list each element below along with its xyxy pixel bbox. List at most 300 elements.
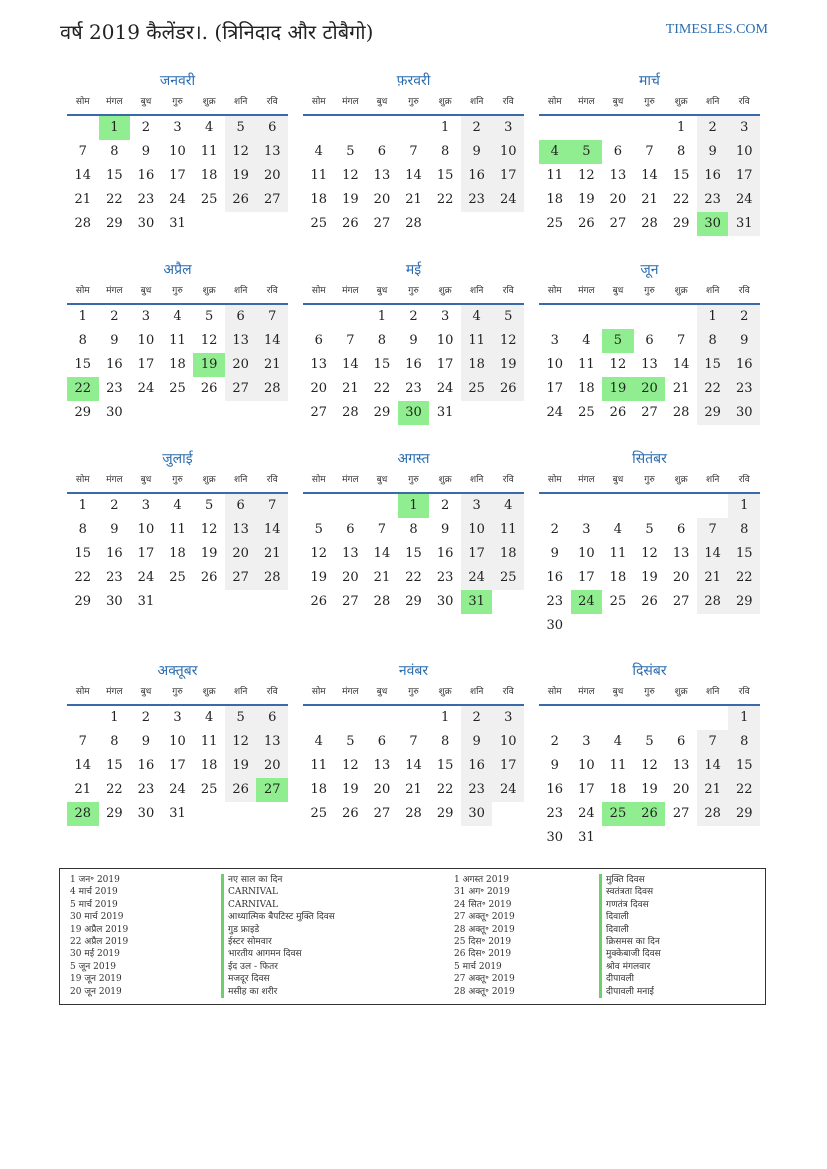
week-row xyxy=(303,494,524,518)
day-cell: 19 xyxy=(193,353,225,377)
day-cell: 22 xyxy=(728,566,760,590)
day-cell: 17 xyxy=(492,754,524,778)
week-row xyxy=(303,730,524,754)
day-cell: 14 xyxy=(697,754,729,778)
day-cell: 27 xyxy=(342,594,359,609)
day-cell: 7 xyxy=(697,730,729,754)
empty-cell xyxy=(67,116,99,140)
day-cell: 19 xyxy=(492,353,524,377)
weekday-label: शनि xyxy=(469,475,484,485)
week-row xyxy=(67,353,288,377)
day-cell: 3 xyxy=(141,309,151,324)
day-cell: 30 xyxy=(728,401,760,425)
month-calendar xyxy=(303,660,524,826)
month-calendar xyxy=(539,70,760,236)
day-cell: 17 xyxy=(169,168,186,183)
empty-cell xyxy=(193,590,225,614)
empty-cell xyxy=(634,614,666,638)
empty-cell xyxy=(256,802,288,826)
day-cell: 28 xyxy=(641,216,658,231)
day-cell: 24 xyxy=(137,381,155,396)
day-cell: 29 xyxy=(106,806,123,821)
day-cell: 21 xyxy=(641,192,658,207)
empty-cell xyxy=(335,494,367,518)
week-row xyxy=(539,188,760,212)
holiday-name: दीपावली मनाई xyxy=(599,986,661,998)
day-cell: 4 xyxy=(314,144,323,159)
day-cell: 18 xyxy=(310,192,328,207)
weekday-label: शुक्र xyxy=(202,475,216,485)
day-cell: 20 xyxy=(672,570,690,585)
day-cell: 21 xyxy=(405,192,422,207)
day-cell: 3 xyxy=(492,706,524,730)
day-cell: 13 xyxy=(225,329,257,353)
day-cell: 3 xyxy=(728,116,760,140)
day-cell: 25 xyxy=(200,782,218,797)
holiday-name: मसीह का शरीर xyxy=(221,986,335,998)
week-row xyxy=(303,401,524,425)
holiday-date: 5 मार्च 2019 xyxy=(70,899,118,910)
day-cell: 21 xyxy=(697,566,729,590)
empty-cell xyxy=(634,116,666,140)
empty-cell xyxy=(634,826,666,850)
day-cell: 30 xyxy=(436,594,454,609)
day-cell: 17 xyxy=(137,546,155,561)
day-cell: 3 xyxy=(173,710,182,725)
month-name: जून xyxy=(640,262,659,278)
day-cell: 24 xyxy=(137,570,155,585)
weekday-header xyxy=(67,470,288,494)
day-cell: 15 xyxy=(74,357,92,372)
day-cell: 27 xyxy=(256,188,288,212)
week-row xyxy=(303,542,524,566)
weekday-label: शुक्र xyxy=(438,286,452,296)
weekday-label: शुक्र xyxy=(674,475,688,485)
legend-left-dates xyxy=(70,874,128,998)
day-cell: 29 xyxy=(728,802,760,826)
day-cell: 18 xyxy=(310,782,328,797)
day-cell: 14 xyxy=(256,518,288,542)
day-cell: 11 xyxy=(169,333,186,348)
day-cell: 5 xyxy=(225,706,257,730)
week-row xyxy=(539,518,760,542)
holiday-legend xyxy=(59,868,766,1005)
day-cell: 20 xyxy=(373,782,391,797)
weekday-label: सोम xyxy=(75,687,90,697)
week-row xyxy=(303,164,524,188)
day-cell: 7 xyxy=(377,522,387,537)
day-cell: 21 xyxy=(405,782,422,797)
day-cell: 19 xyxy=(578,192,595,207)
day-cell: 5 xyxy=(225,116,257,140)
day-cell: 31 xyxy=(137,594,155,609)
holiday-name: नए साल का दिन xyxy=(221,874,335,886)
day-cell: 15 xyxy=(436,168,454,183)
weekday-label: रवि xyxy=(738,475,750,485)
day-cell: 3 xyxy=(440,309,450,324)
day-cell: 9 xyxy=(110,333,119,348)
day-cell: 3 xyxy=(582,734,591,749)
week-row xyxy=(539,590,760,614)
day-cell: 30 xyxy=(106,405,123,420)
week-row xyxy=(303,518,524,542)
empty-cell xyxy=(193,802,225,826)
day-cell: 31 xyxy=(728,212,760,236)
month-name: फ़रवरी xyxy=(396,73,431,89)
day-cell: 19 xyxy=(225,164,257,188)
day-cell: 27 xyxy=(225,566,257,590)
day-cell: 8 xyxy=(697,329,729,353)
day-cell: 14 xyxy=(405,168,422,183)
day-cell: 23 xyxy=(546,594,564,609)
day-cell: 3 xyxy=(582,522,591,537)
day-cell: 16 xyxy=(697,164,729,188)
weekday-label: मंगल xyxy=(106,286,123,296)
week-row xyxy=(67,329,288,353)
weekday-label: गुरु xyxy=(172,475,183,485)
empty-cell xyxy=(697,706,729,730)
day-cell: 20 xyxy=(373,192,391,207)
day-cell: 2 xyxy=(110,309,119,324)
month-calendar xyxy=(67,660,288,826)
day-cell: 19 xyxy=(225,754,257,778)
weekday-header xyxy=(67,682,288,706)
day-cell: 29 xyxy=(672,216,690,231)
weekday-label: सोम xyxy=(311,97,326,107)
month-name: अप्रैल xyxy=(163,262,192,278)
day-cell: 17 xyxy=(492,164,524,188)
day-cell: 1 xyxy=(398,494,430,518)
day-cell: 18 xyxy=(609,570,627,585)
empty-cell xyxy=(366,494,398,518)
day-cell: 1 xyxy=(728,494,760,518)
day-cell: 14 xyxy=(256,329,288,353)
site-name[interactable]: TIMESLES.COM xyxy=(665,22,768,37)
weekday-label: सोम xyxy=(75,286,90,296)
day-cell: 4 xyxy=(582,333,591,348)
day-cell: 8 xyxy=(377,333,387,348)
day-cell: 11 xyxy=(578,357,595,372)
day-cell: 13 xyxy=(373,168,391,183)
day-cell: 12 xyxy=(641,546,658,561)
week-row xyxy=(67,377,288,401)
month-name: मई xyxy=(405,262,422,278)
weekday-label: शनि xyxy=(233,286,248,296)
holiday-name: क्रिसमस का दिन xyxy=(599,936,661,948)
holiday-date: 30 मार्च 2019 xyxy=(70,912,124,923)
day-cell: 19 xyxy=(641,782,658,797)
empty-cell xyxy=(571,706,603,730)
day-cell: 11 xyxy=(492,518,524,542)
day-cell: 25 xyxy=(578,405,595,420)
day-cell: 21 xyxy=(256,542,288,566)
holiday-date: 30 मई 2019 xyxy=(70,949,120,960)
day-cell: 26 xyxy=(641,594,658,609)
holiday-date: 28 अक्तू॰ 2019 xyxy=(454,986,515,997)
weekday-label: शुक्र xyxy=(438,97,452,107)
week-row xyxy=(539,614,760,638)
month-name: जुलाई xyxy=(162,451,193,467)
weekday-header xyxy=(67,281,288,305)
empty-cell xyxy=(335,116,367,140)
day-cell: 4 xyxy=(461,305,493,329)
day-cell: 2 xyxy=(697,116,729,140)
day-cell: 12 xyxy=(225,730,257,754)
day-cell: 17 xyxy=(546,381,564,396)
day-cell: 27 xyxy=(609,216,627,231)
empty-cell xyxy=(602,614,634,638)
day-cell: 7 xyxy=(697,518,729,542)
day-cell: 25 xyxy=(492,566,524,590)
day-cell: 20 xyxy=(225,353,257,377)
weekday-label: मंगल xyxy=(106,97,123,107)
day-cell: 1 xyxy=(676,120,686,135)
day-cell: 7 xyxy=(409,144,418,159)
day-cell: 27 xyxy=(225,377,257,401)
empty-cell xyxy=(225,590,257,614)
week-row xyxy=(539,353,760,377)
day-cell: 20 xyxy=(672,782,690,797)
empty-cell xyxy=(571,116,603,140)
day-cell: 14 xyxy=(672,357,690,372)
weekday-label: बुध xyxy=(140,286,152,296)
day-cell: 26 xyxy=(225,188,257,212)
holiday-date: 4 मार्च 2019 xyxy=(70,887,118,898)
weekday-label: शुक्र xyxy=(674,286,688,296)
day-cell: 14 xyxy=(697,542,729,566)
weekday-label: सोम xyxy=(311,687,326,697)
day-cell: 27 xyxy=(310,405,328,420)
week-row xyxy=(539,212,760,236)
weekday-label: गुरु xyxy=(408,687,419,697)
weekday-label: गुरु xyxy=(644,475,655,485)
week-row xyxy=(303,305,524,329)
day-cell: 22 xyxy=(74,570,92,585)
empty-cell xyxy=(492,212,524,236)
empty-cell xyxy=(602,826,634,850)
day-cell: 17 xyxy=(728,164,760,188)
day-cell: 10 xyxy=(578,758,595,773)
weekday-label: शनि xyxy=(233,687,248,697)
day-cell: 2 xyxy=(550,734,559,749)
holiday-name: भारतीय आगमन दिवस xyxy=(221,948,335,960)
day-cell: 28 xyxy=(74,216,92,231)
day-cell: 16 xyxy=(137,758,155,773)
day-cell: 4 xyxy=(539,140,571,164)
week-row xyxy=(67,401,288,425)
weekday-label: शनि xyxy=(705,475,720,485)
day-cell: 13 xyxy=(609,168,627,183)
day-cell: 7 xyxy=(676,333,686,348)
empty-cell xyxy=(193,212,225,236)
day-cell: 12 xyxy=(310,546,328,561)
day-cell: 6 xyxy=(377,734,387,749)
weekday-label: शनि xyxy=(705,687,720,697)
day-cell: 29 xyxy=(373,405,391,420)
day-cell: 12 xyxy=(641,758,658,773)
day-cell: 7 xyxy=(409,734,418,749)
day-cell: 1 xyxy=(697,305,729,329)
day-cell: 19 xyxy=(342,782,359,797)
day-cell: 18 xyxy=(169,546,186,561)
empty-cell xyxy=(728,826,760,850)
week-row xyxy=(539,542,760,566)
day-cell: 31 xyxy=(436,405,454,420)
day-cell: 6 xyxy=(256,116,288,140)
week-row xyxy=(303,566,524,590)
weekday-label: बुध xyxy=(612,97,624,107)
day-cell: 9 xyxy=(110,522,119,537)
empty-cell xyxy=(665,614,697,638)
day-cell: 22 xyxy=(106,782,123,797)
day-cell: 14 xyxy=(641,168,658,183)
day-cell: 25 xyxy=(546,216,564,231)
weekday-label: सोम xyxy=(547,687,562,697)
weekday-label: शुक्र xyxy=(674,97,688,107)
day-cell: 20 xyxy=(256,164,288,188)
empty-cell xyxy=(634,305,666,329)
empty-cell xyxy=(492,802,524,826)
weekday-label: रवि xyxy=(738,97,750,107)
day-cell: 2 xyxy=(409,309,418,324)
day-cell: 29 xyxy=(697,401,729,425)
empty-cell xyxy=(665,305,697,329)
day-cell: 24 xyxy=(169,782,186,797)
holiday-date: 26 दिस॰ 2019 xyxy=(454,949,512,960)
empty-cell xyxy=(225,802,257,826)
day-cell: 13 xyxy=(225,518,257,542)
weekday-label: शनि xyxy=(705,97,720,107)
empty-cell xyxy=(335,706,367,730)
day-cell: 23 xyxy=(728,377,760,401)
empty-cell xyxy=(366,706,398,730)
holiday-date: 24 सित॰ 2019 xyxy=(454,899,512,910)
day-cell: 30 xyxy=(398,401,430,425)
holiday-date: 1 अगस्त 2019 xyxy=(454,875,509,885)
day-cell: 10 xyxy=(728,140,760,164)
day-cell: 22 xyxy=(436,192,454,207)
holiday-name: CARNIVAL xyxy=(221,899,335,911)
day-cell: 15 xyxy=(74,546,92,561)
day-cell: 16 xyxy=(106,357,123,372)
holiday-name: ईद उल - फितर xyxy=(221,961,335,973)
weekday-label: रवि xyxy=(266,475,278,485)
weekday-label: शनि xyxy=(705,286,720,296)
day-cell: 5 xyxy=(204,498,214,513)
weekday-label: सोम xyxy=(75,475,90,485)
day-cell: 17 xyxy=(461,542,493,566)
empty-cell xyxy=(665,826,697,850)
day-cell: 26 xyxy=(342,216,359,231)
day-cell: 19 xyxy=(602,377,634,401)
week-row xyxy=(67,164,288,188)
day-cell: 31 xyxy=(578,830,595,845)
empty-cell xyxy=(571,494,603,518)
day-cell: 10 xyxy=(461,518,493,542)
page-title: वर्ष 2019 कैलेंडर।. (त्रिनिदाद और टोबैगो) xyxy=(60,20,374,44)
day-cell: 9 xyxy=(141,144,151,159)
day-cell: 14 xyxy=(373,546,391,561)
empty-cell xyxy=(571,305,603,329)
legend-right-names xyxy=(599,874,661,998)
day-cell: 23 xyxy=(461,188,493,212)
day-cell: 12 xyxy=(342,168,359,183)
weekday-label: मंगल xyxy=(342,475,359,485)
week-row xyxy=(67,494,288,518)
weekday-label: शुक्र xyxy=(438,475,452,485)
week-row xyxy=(539,305,760,329)
week-row xyxy=(303,329,524,353)
weekday-label: सोम xyxy=(311,286,326,296)
day-cell: 27 xyxy=(672,806,690,821)
day-cell: 8 xyxy=(728,518,760,542)
day-cell: 18 xyxy=(609,782,627,797)
day-cell: 10 xyxy=(169,144,186,159)
holiday-name: मजदूर दिवस xyxy=(221,973,335,985)
day-cell: 29 xyxy=(405,594,422,609)
day-cell: 7 xyxy=(256,305,288,329)
day-cell: 11 xyxy=(546,168,564,183)
day-cell: 27 xyxy=(641,405,658,420)
day-cell: 13 xyxy=(256,730,288,754)
holiday-date: 1 जन॰ 2019 xyxy=(70,875,120,885)
weekday-label: शनि xyxy=(233,97,248,107)
weekday-label: बुध xyxy=(376,475,388,485)
day-cell: 13 xyxy=(641,357,658,372)
day-cell: 30 xyxy=(106,594,123,609)
day-cell: 16 xyxy=(106,546,123,561)
weekday-label: बुध xyxy=(612,286,624,296)
day-cell: 8 xyxy=(78,333,87,348)
day-cell: 3 xyxy=(141,498,151,513)
day-cell: 25 xyxy=(609,594,627,609)
day-cell: 16 xyxy=(461,754,493,778)
week-row xyxy=(303,706,524,730)
day-cell: 15 xyxy=(106,168,123,183)
weekday-label: मंगल xyxy=(578,97,595,107)
week-row xyxy=(303,140,524,164)
day-cell: 8 xyxy=(409,522,418,537)
day-cell: 12 xyxy=(225,140,257,164)
empty-cell xyxy=(539,116,571,140)
day-cell: 4 xyxy=(314,734,323,749)
day-cell: 14 xyxy=(342,357,359,372)
day-cell: 6 xyxy=(676,734,686,749)
day-cell: 19 xyxy=(641,570,658,585)
day-cell: 15 xyxy=(405,546,422,561)
week-row xyxy=(539,164,760,188)
weekday-label: गुरु xyxy=(408,475,419,485)
month-calendar xyxy=(303,259,524,425)
empty-cell xyxy=(256,590,288,614)
day-cell: 13 xyxy=(256,140,288,164)
week-row xyxy=(539,494,760,518)
month-calendar xyxy=(539,660,760,850)
empty-cell xyxy=(665,494,697,518)
weekday-header xyxy=(303,92,524,116)
weekday-label: बुध xyxy=(376,97,388,107)
holiday-date: 31 अग॰ 2019 xyxy=(454,887,510,898)
day-cell: 28 xyxy=(405,216,422,231)
legend-left-names xyxy=(221,874,335,998)
empty-cell xyxy=(697,494,729,518)
weekday-label: शुक्र xyxy=(674,687,688,697)
day-cell: 30 xyxy=(137,216,155,231)
weekday-label: बुध xyxy=(612,475,624,485)
day-cell: 3 xyxy=(492,116,524,140)
day-cell: 1 xyxy=(78,309,87,324)
empty-cell xyxy=(665,706,697,730)
